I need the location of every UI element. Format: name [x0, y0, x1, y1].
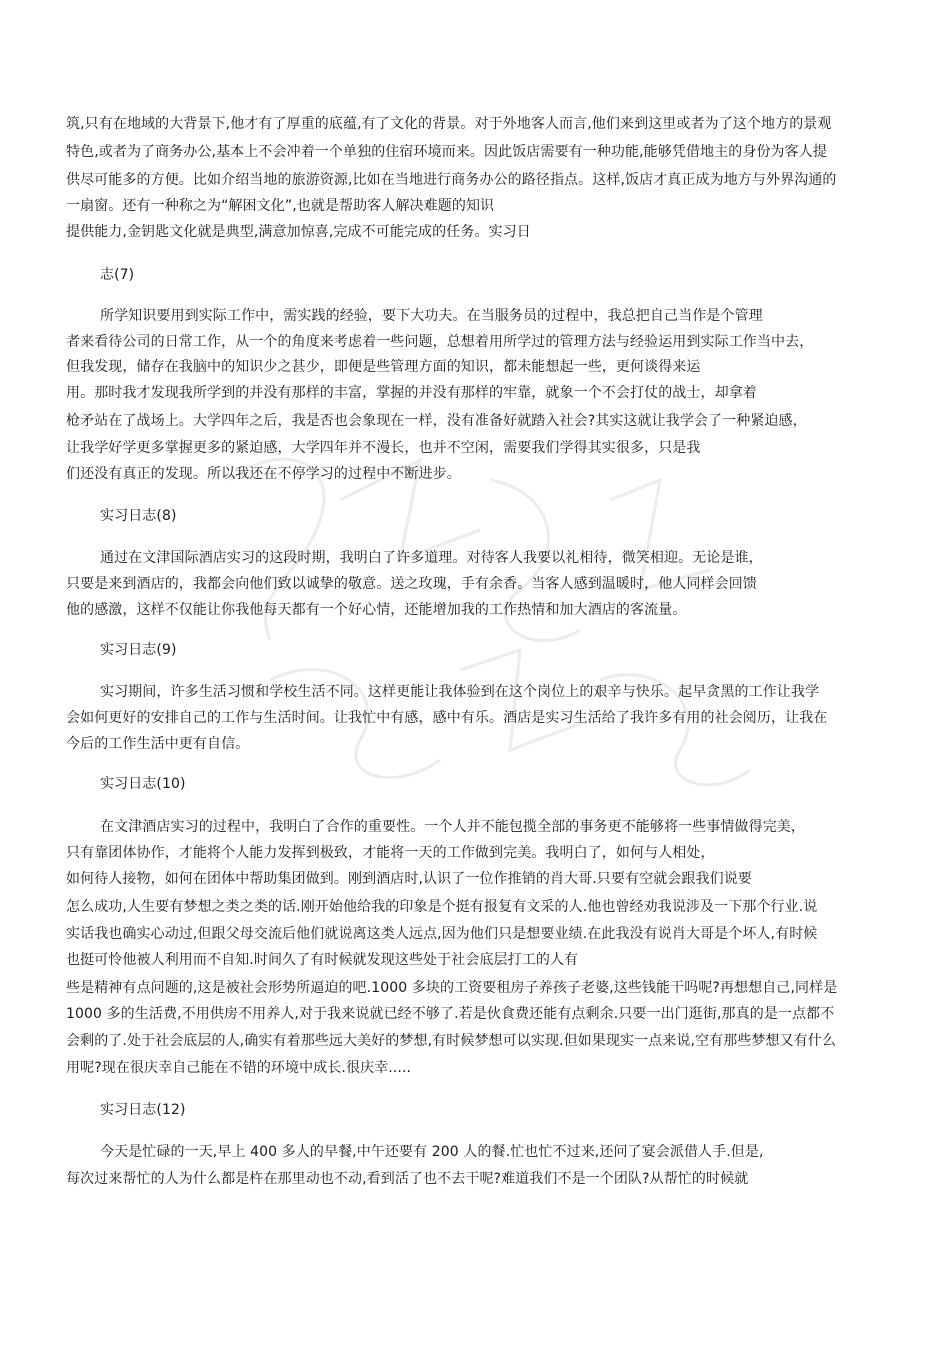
text-line: 提供能力,金钥匙文化就是典型,满意加惊喜,完成不可能完成的任务。实习日 — [66, 224, 531, 240]
text-line: 今后的工作生活中更有自信。 — [66, 736, 250, 752]
text-line: 用。那时我才发现我所学到的并没有那样的丰富，掌握的并没有那样的牢靠，就象一个不会打仗的战士，却拿着 — [66, 385, 757, 401]
section-heading: 实习日志(12) — [100, 1102, 186, 1118]
text-line: 通过在文津国际酒店实习的这段时期，我明白了许多道理。对待客人我要以礼相待，微笑相迎。无论是谁， — [100, 550, 763, 566]
text-line: 怎么成功,人生要有梦想之类之类的话.刚开始他给我的印象是个挺有报复有文采的人.他也曾经劝我说涉及一下那个行业.说 — [66, 899, 818, 915]
text-line: 者来看待公司的日常工作，从一个的角度来考虑着一些问题，总想着用所学过的管理方法与经验运用到实际工作当中去， — [66, 334, 814, 350]
text-line: 所学知识要用到实际工作中，需实践的经验，要下大功夫。在当服务员的过程中，我总把自己当作是个管理 — [100, 308, 763, 324]
text-line: 些是精神有点问题的,这是被社会形势所逼迫的吧.1000 多块的工资要租房子养孩子老婆,这些钱能干吗呢?再想想自己,同样是 — [66, 980, 838, 996]
text-line: 一扇窗。还有一种称之为“解困文化”,也就是帮助客人解决难题的知识 — [66, 198, 495, 214]
text-line: 只要是来到酒店的，我都会向他们致以诚挚的敬意。送之玫瑰，手有余香。当客人感到温暖时，他人同样会回馈 — [66, 576, 757, 592]
text-line: 他的感激，这样不仅能让你我他每天都有一个好心情，还能增加我的工作热情和加大酒店的客流量。 — [66, 602, 687, 618]
text-line: 如何待人接物，如何在团体中帮助集团做到。刚到酒店时,认识了一位作推销的肖大哥.只要有空就会跟我们说要 — [66, 871, 752, 887]
text-line: 们还没有真正的发现。所以我还在不停学习的过程中不断进步。 — [66, 466, 461, 482]
text-line: 会剩的了.处于社会底层的人,确实有着那些远大美好的梦想,有时候梦想可以实现.但如果现实一点来说,空有那些梦想又有什么 — [66, 1033, 837, 1049]
text-line: 让我学好学更多掌握更多的紧迫感，大学四年并不漫长，也并不空闲，需要我们学得其实很多，只是我 — [66, 440, 701, 456]
text-line: 只有靠团体协作，才能将个人能力发挥到极致，才能将一天的工作做到完美。我明白了，如何与人相处， — [66, 845, 715, 861]
text-line: 会如何更好的安排自己的工作与生活时间。让我忙中有感，感中有乐。酒店是实习生活给了我许多有用的社会阅历，让我在 — [66, 710, 828, 726]
section-heading: 实习日志(10) — [100, 776, 186, 792]
text-line: 用呢?现在很庆幸自己能在不错的环境中成长.很庆幸..... — [66, 1060, 412, 1076]
text-line: 实话我也确实心动过,但跟父母交流后他们就说离这类人远点,因为他们只是想要业绩.在此我没有说肖大哥是个坏人,有时候 — [66, 926, 818, 942]
text-line: 每次过来帮忙的人为什么都是杵在那里动也不动,看到活了也不去干呢?难道我们不是一个团队?从帮忙的时候就 — [66, 1171, 749, 1187]
text-line: 供尽可能多的方便。比如介绍当地的旅游资源,比如在当地进行商务办公的路径指点。这样,饭店才真正成为地方与外界沟通的 — [66, 172, 837, 188]
text-line: 今天是忙碌的一天,早上 400 多人的早餐,中午还要有 200 人的餐.忙也忙不过来,还问了宴会派借人手.但是, — [100, 1144, 764, 1160]
text-line: 但我发现，储存在我脑中的知识少之甚少，即便是些管理方面的知识，都未能想起一些，更何谈得来运 — [66, 359, 701, 375]
text-line: 特色,或者为了商务办公,基本上不会冲着一个单独的住宿环境而来。因此饭店需要有一种功能,能够凭借地主的身份为客人提 — [66, 144, 827, 160]
text-line: 也挺可怜他被人利用而不自知.时间久了有时候就发现这些处于社会底层打工的人有 — [66, 952, 579, 968]
section-heading: 实习日志(9) — [100, 642, 177, 658]
text-line: 实习期间，许多生活习惯和学校生活不同。这样更能让我体验到在这个岗位上的艰辛与快乐。起早贪黑的工作让我学 — [100, 684, 820, 700]
text-line: 在文津酒店实习的过程中，我明白了合作的重要性。一个人并不能包揽全部的事务更不能够将一些事情做得完美， — [100, 819, 805, 835]
text-line: 枪矛站在了战场上。大学四年之后，我是否也会象现在一样，没有准备好就踏入社会?其实这就让我学会了一种紧迫感， — [66, 413, 807, 429]
text-line: 筑,只有在地域的大背景下,他才有了厚重的底蕴,有了文化的背景。对于外地客人而言,他们来到这里或者为了这个地方的景观 — [66, 116, 832, 132]
text-line: 1000 多的生活费,不用供房不用养人,对于我来说就已经不够了.若是伙食费还能有点剩余.只要一出门逛街,那真的是一点都不 — [66, 1006, 835, 1022]
section-heading: 实习日志(8) — [100, 508, 177, 524]
section-heading: 志(7) — [100, 267, 135, 283]
